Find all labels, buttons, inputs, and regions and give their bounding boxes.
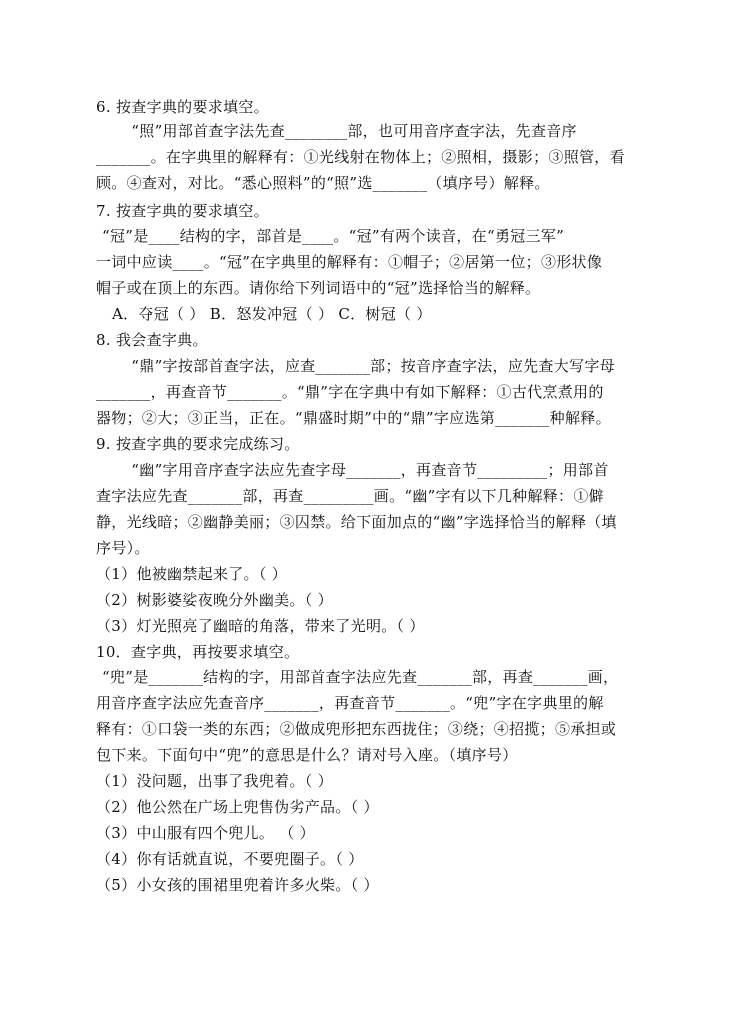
q9-heading: 9. 按查字典的要求完成练习。: [96, 435, 300, 453]
q6-heading: 6. 按查字典的要求填空。: [96, 98, 269, 116]
q9-text-line-1: “幽”字用音序查字法应先查字母_______，再查音节_________；用部首: [116, 461, 609, 479]
q6-text-line-1: “照”用部首查字法先查________部，也可用音序查字法，先查音序: [116, 122, 577, 140]
q7-text-line-1: “冠”是____结构的字，部首是____。“冠”有两个读音，在“勇冠三军”: [102, 227, 565, 245]
q6-text-line-2: _______。在字典里的解释有：①光线射在物体上；②照相，摄影；③照管，看: [96, 148, 625, 166]
q10-text-line-3: 释有：①口袋一类的东西；②做成兜形把东西拢住；③绕；④招揽；⑤承担或: [96, 720, 617, 738]
q10-item-2: （2）他公然在广场上兜售伪劣产品。（ ）: [96, 798, 379, 816]
q6-text-line-3: 顾。④查对，对比。“悉心照料”的“照”选_______（填序号）解释。: [96, 174, 550, 192]
q8-text-line-3: 器物；②大；③正当，正在。“鼎盛时期”中的“鼎”字应选第_______种解释。: [96, 409, 611, 427]
q7-text-line-3: 帽子或在顶上的东西。请你给下列词语中的“冠”选择恰当的解释。: [96, 279, 541, 297]
q10-text-line-1: “兜”是_______结构的字，用部首查字法应先查_______部，再查_______画，: [102, 668, 619, 686]
q9-text-line-3: 静，光线暗；②幽静美丽；③囚禁。给下面加点的“幽”字选择恰当的解释（填: [96, 513, 617, 531]
q10-item-5: （5）小女孩的围裙里兜着许多火柴。（ ）: [96, 876, 379, 894]
q9-item-3: （3）灯光照亮了幽暗的角落，带来了光明。（ ）: [96, 617, 425, 635]
q7-options: A．夺冠（ ） B．怒发冲冠（ ） C．树冠（ ）: [112, 305, 432, 323]
q9-text-line-2: 查字法应先查_______部，再查_________画。“幽”字有以下几种解释：①僻: [96, 487, 604, 505]
q10-heading: 10．查字典，再按要求填空。: [96, 643, 300, 661]
q8-heading: 8. 我会查字典。: [96, 331, 208, 349]
q10-item-3: （3）中山服有四个兜儿。 （ ）: [96, 824, 315, 842]
q7-text-line-2: 一词中应读____。“冠”在字典里的解释有：①帽子；②居第一位；③形状像: [96, 253, 603, 271]
q7-heading: 7. 按查字典的要求填空。: [96, 202, 269, 220]
q10-text-line-2: 用音序查字法应先查音序_______，再查音节_______。“兜”字在字典里的解: [96, 694, 604, 712]
q10-item-1: （1）没问题，出事了我兜着。（ ）: [96, 772, 333, 790]
q9-text-line-4: 序号）。: [96, 539, 150, 557]
q8-text-line-2: _______，再查音节_______。“鼎”字在字典中有如下解释：①古代烹煮用的: [96, 383, 604, 401]
q10-item-4: （4）你有话就直说，不要兜圈子。（ ）: [96, 850, 364, 868]
q10-text-line-4: 包下来。下面句中“兜”的意思是什么？请对号入座。（填序号）: [96, 746, 518, 764]
q8-text-line-1: “鼎”字按部首查字法，应查_______部；按音序查字法，应先查大写字母: [116, 357, 615, 375]
q9-item-2: （2）树影婆娑夜晚分外幽美。（ ）: [96, 591, 333, 609]
q9-item-1: （1）他被幽禁起来了。（ ）: [96, 565, 288, 583]
